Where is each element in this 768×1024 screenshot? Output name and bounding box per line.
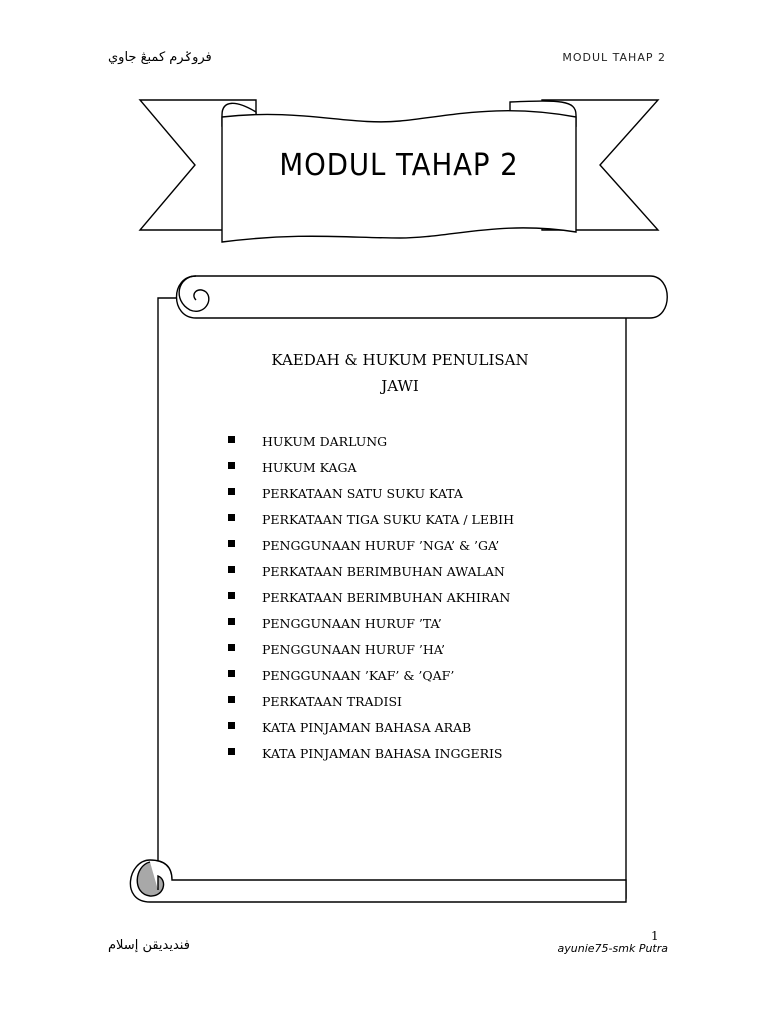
list-item-label: KATA PINJAMAN BAHASA INGGERIS [262,746,503,761]
bullet-square-icon [228,436,235,443]
scroll-heading-line1: KAEDAH & HUKUM PENULISAN [271,351,529,369]
list-item [228,588,514,614]
list-item [228,536,514,562]
bullet-square-icon [228,644,235,651]
list-item [228,640,514,666]
list-item-label: PENGGUNAAN HURUF ’TA’ [262,616,442,631]
list-item-label: PERKATAAN TIGA SUKU KATA / LEBIH [262,512,514,527]
list-item-label: PENGGUNAAN HURUF ’NGA’ & ’GA’ [262,538,500,553]
bullet-square-icon [228,592,235,599]
banner-title: MODUL TAHAP 2 [279,148,519,183]
list-item [228,510,514,536]
list-item-label: HUKUM DARLUNG [262,434,388,449]
header-jawi-text: فروݢرم كمبڠ جاوي [108,50,212,65]
page-number: 1 [651,929,659,943]
list-item-label: PERKATAAN BERIMBUHAN AWALAN [262,564,505,579]
list-item-label: PERKATAAN SATU SUKU KATA [262,486,463,501]
bullet-square-icon [228,540,235,547]
bullet-square-icon [228,618,235,625]
list-item-label: PERKATAAN BERIMBUHAN AKHIRAN [262,590,511,605]
bullet-square-icon [228,748,235,755]
bullet-square-icon [228,514,235,521]
bullet-square-icon [228,670,235,677]
list-item-label: HUKUM KAGA [262,460,357,475]
header-module-title: MODUL TAHAP 2 [562,51,666,64]
bullet-square-icon [228,566,235,573]
list-item [228,614,514,640]
footer-jawi-text: فنديديقن إسلام [108,938,190,953]
list-item [228,692,514,718]
bullet-square-icon [228,696,235,703]
scroll-heading-line2: JAWI [381,377,419,395]
list-item-label: PERKATAAN TRADISI [262,694,402,709]
list-item [228,666,514,692]
list-item [228,718,514,744]
bullet-square-icon [228,462,235,469]
list-item [228,458,514,484]
list-item [228,432,514,458]
list-item [228,744,514,770]
list-item [228,562,514,588]
list-item-label: KATA PINJAMAN BAHASA ARAB [262,720,472,735]
scroll-top-roll [177,276,668,318]
list-item-label: PENGGUNAAN HURUF ’HA’ [262,642,445,657]
topic-list [228,432,514,770]
list-item [228,484,514,510]
footer-author: ayunie75-smk Putra [557,942,668,955]
list-item-label: PENGGUNAAN ’KAF’ & ’QAF’ [262,668,455,683]
scroll-heading [200,347,600,399]
bullet-square-icon [228,488,235,495]
bullet-square-icon [228,722,235,729]
